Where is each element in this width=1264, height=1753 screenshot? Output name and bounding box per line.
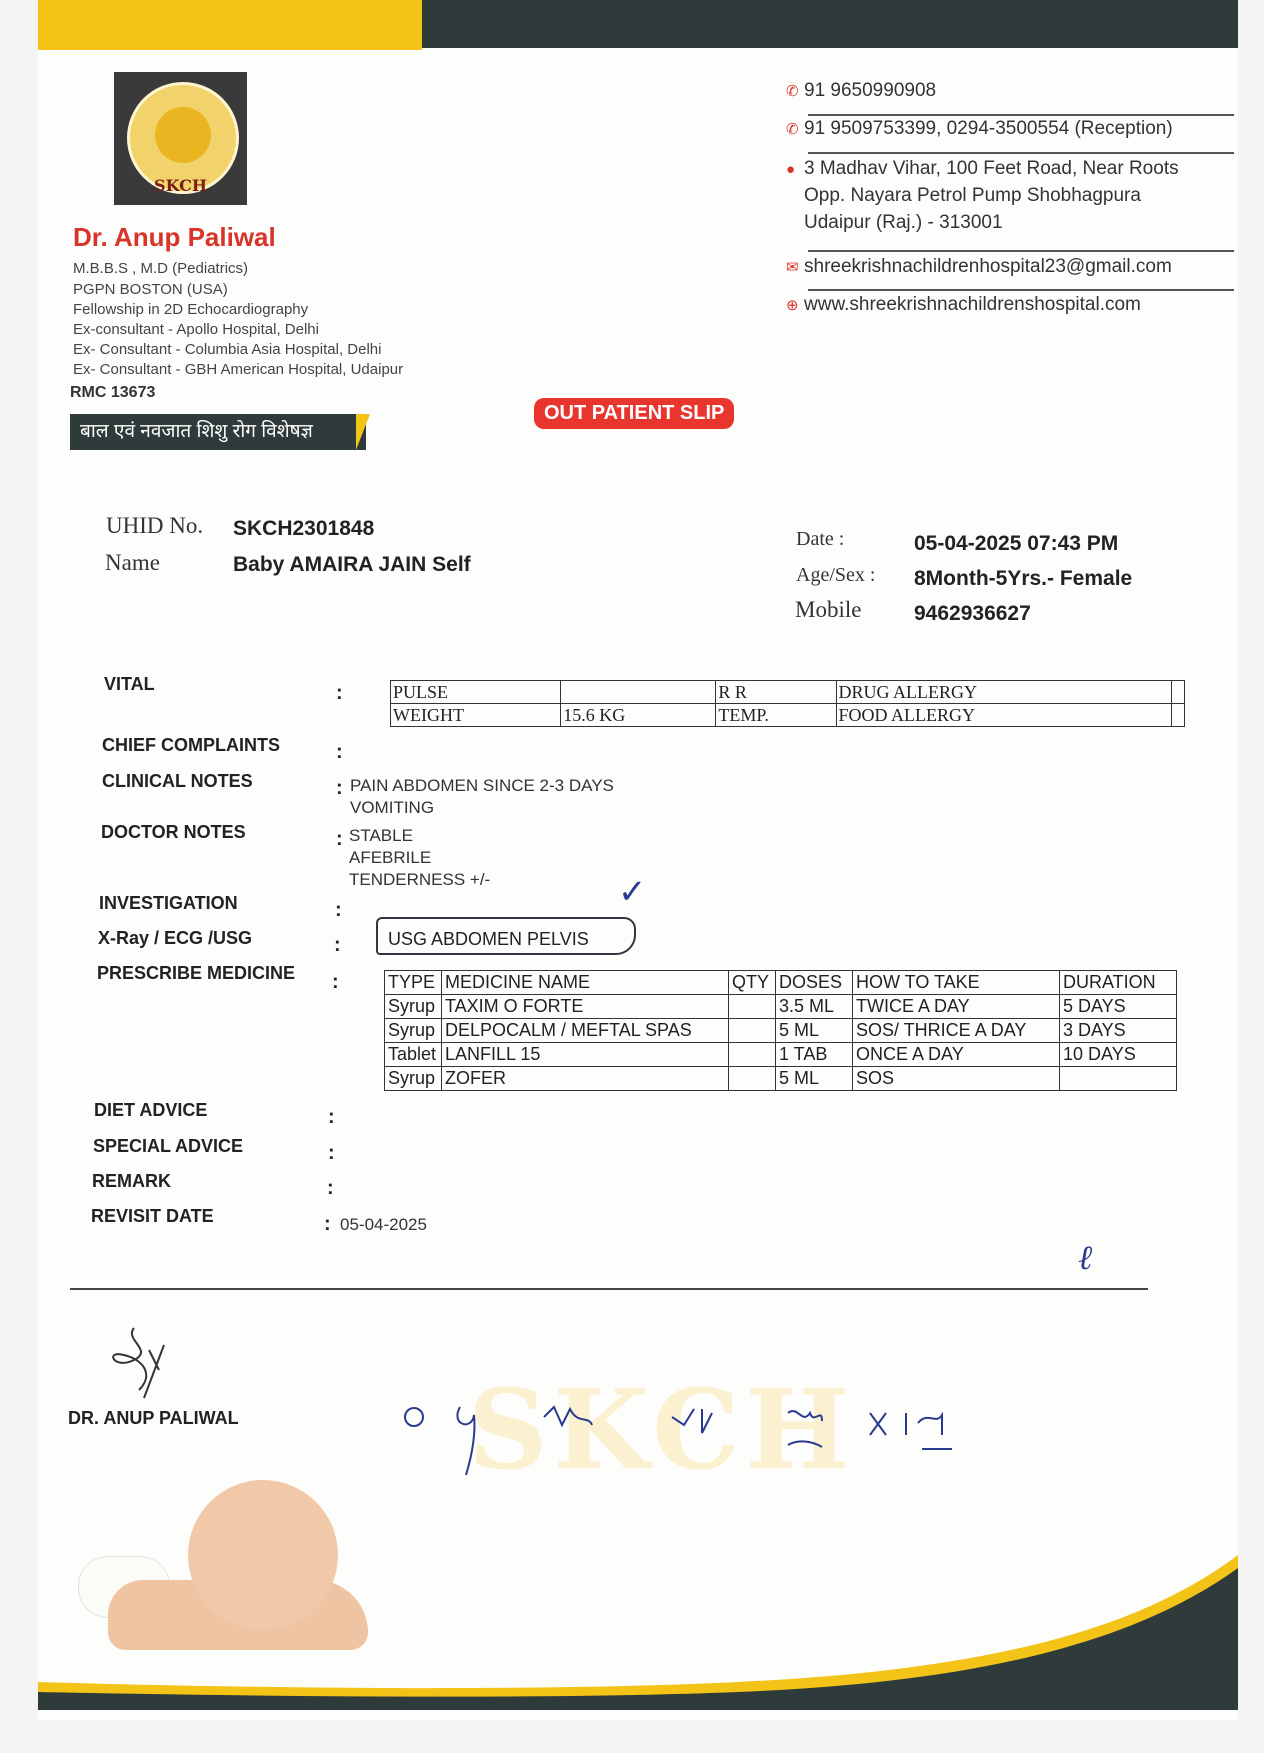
- drug-allergy-label: DRUG ALLERGY: [836, 681, 1171, 704]
- col-header: DOSES: [776, 971, 853, 995]
- drug-allergy-value: [1171, 681, 1184, 704]
- table-row: [391, 704, 1185, 727]
- colon: :: [328, 1142, 335, 1164]
- rmc-number: RMC 13673: [70, 384, 156, 401]
- cell-medicine: TAXIM O FORTE: [442, 995, 729, 1019]
- cell-duration: 10 DAYS: [1060, 1043, 1177, 1067]
- weight-value: 15.6 KG: [561, 704, 716, 727]
- peacock-icon: [155, 107, 211, 163]
- section-chief-complaints: CHIEF COMPLAINTS: [102, 735, 280, 755]
- cell-how: SOS/ THRICE A DAY: [853, 1019, 1060, 1043]
- uhid-label: UHID No.: [106, 513, 204, 538]
- rr-label: R R: [716, 681, 836, 704]
- handwritten-initial: ℓ: [1078, 1238, 1093, 1278]
- cell-type: Syrup: [385, 1019, 442, 1043]
- table-row: [385, 1067, 1177, 1091]
- colon: :: [336, 682, 343, 704]
- uhid-value: SKCH2301848: [233, 517, 375, 540]
- divider: [808, 250, 1234, 252]
- qualification-line: Fellowship in 2D Echocardiography: [73, 301, 309, 318]
- location-pin-icon: ●: [786, 161, 796, 178]
- specialty-banner: बाल एवं नवजात शिशु रोग विशेषज्ञ: [70, 414, 366, 450]
- doctor-signature: [94, 1320, 194, 1400]
- cell-doses: 5 ML: [776, 1067, 853, 1091]
- vitals-table: [390, 680, 1185, 727]
- date-label: Date :: [796, 528, 845, 550]
- food-allergy-value: [1171, 704, 1184, 727]
- watermark: SKCH: [468, 1365, 856, 1494]
- section-prescribe-medicine: PRESCRIBE MEDICINE: [97, 963, 296, 983]
- cell-type: Tablet: [385, 1043, 442, 1067]
- address: ● 3 Madhav Vihar, 100 Feet Road, Near Roots: [786, 158, 1179, 179]
- col-header: HOW TO TAKE: [853, 971, 1060, 995]
- revisit-date-value: 05-04-2025: [340, 1215, 427, 1234]
- table-row: [385, 995, 1177, 1019]
- cell-qty: [729, 995, 776, 1019]
- cell-duration: 5 DAYS: [1060, 995, 1177, 1019]
- colon: :: [334, 934, 341, 956]
- patient-name: Baby AMAIRA JAIN Self: [233, 553, 471, 576]
- cell-duration: 3 DAYS: [1060, 1019, 1177, 1043]
- age-sex: 8Month-5Yrs.- Female: [914, 567, 1133, 590]
- divider: [808, 289, 1234, 291]
- globe-icon: ⊕: [786, 297, 799, 314]
- address-line: Udaipur (Raj.) - 313001: [804, 212, 1003, 233]
- address-line: Opp. Nayara Petrol Pump Shobhagpura: [804, 185, 1141, 206]
- cell-duration: [1060, 1067, 1177, 1091]
- section-special-advice: SPECIAL ADVICE: [93, 1136, 244, 1156]
- cell-how: TWICE A DAY: [853, 995, 1060, 1019]
- banner-accent: [356, 414, 370, 450]
- phone-primary: ✆ 91 9650990908: [786, 80, 937, 101]
- colon: :: [336, 741, 343, 763]
- cell-doses: 3.5 ML: [776, 995, 853, 1019]
- xray-value: USG ABDOMEN PELVIS: [376, 917, 636, 955]
- phone-icon: ✆: [786, 83, 799, 100]
- table-row: [391, 681, 1185, 704]
- qualification-line: PGPN BOSTON (USA): [73, 281, 228, 298]
- qualification-line: Ex-consultant - Apollo Hospital, Delhi: [73, 321, 319, 338]
- hospital-logo: [114, 72, 247, 205]
- section-investigation: INVESTIGATION: [99, 893, 238, 913]
- section-diet-advice: DIET ADVICE: [94, 1100, 208, 1120]
- qualification-line: Ex- Consultant - GBH American Hospital, Udaipur: [73, 361, 404, 378]
- colon: :: [335, 899, 342, 921]
- phone-reception: ✆ 91 9509753399, 0294-3500554 (Reception): [786, 118, 1173, 139]
- table-row: [385, 1019, 1177, 1043]
- divider: [808, 152, 1234, 154]
- cell-qty: [729, 1067, 776, 1091]
- mail-icon: ✉: [786, 259, 799, 276]
- footer-divider: [70, 1288, 1148, 1290]
- colon: :: [336, 828, 343, 850]
- email: ✉ shreekrishnachildrenhospital23@gmail.com: [786, 256, 1172, 277]
- website: ⊕ www.shreekrishnachildrenshospital.com: [786, 294, 1141, 315]
- food-allergy-label: FOOD ALLERGY: [836, 704, 1171, 727]
- slip-title: OUT PATIENT SLIP: [534, 398, 734, 429]
- cell-type: Syrup: [385, 995, 442, 1019]
- cell-medicine: DELPOCALM / MEFTAL SPAS: [442, 1019, 729, 1043]
- colon: :: [324, 1213, 331, 1235]
- table-header-row: [385, 971, 1177, 995]
- name-label: Name: [105, 550, 160, 575]
- doctor-note: AFEBRILE: [349, 848, 432, 867]
- clinical-note: PAIN ABDOMEN SINCE 2-3 DAYS: [350, 776, 614, 795]
- top-band-accent: [38, 0, 422, 50]
- section-revisit-date: REVISIT DATE: [91, 1206, 214, 1226]
- temp-label: TEMP.: [716, 704, 836, 727]
- weight-label: WEIGHT: [391, 704, 561, 727]
- logo-text: SKCH: [154, 176, 207, 195]
- mobile-label: Mobile: [795, 597, 862, 622]
- cell-type: Syrup: [385, 1067, 442, 1091]
- medicine-table: [384, 970, 1177, 1091]
- cell-qty: [729, 1043, 776, 1067]
- col-header: DURATION: [1060, 971, 1177, 995]
- divider: [808, 114, 1234, 116]
- colon: :: [327, 1177, 334, 1199]
- col-header: MEDICINE NAME: [442, 971, 729, 995]
- cell-how: ONCE A DAY: [853, 1043, 1060, 1067]
- doctor-name: Dr. Anup Paliwal: [73, 222, 276, 252]
- col-header: QTY: [729, 971, 776, 995]
- doctor-signature-name: DR. ANUP PALIWAL: [68, 1408, 239, 1428]
- visit-date: 05-04-2025 07:43 PM: [914, 532, 1119, 555]
- cell-medicine: LANFILL 15: [442, 1043, 729, 1067]
- phone-icon: ✆: [786, 121, 799, 138]
- clinical-note: VOMITING: [350, 798, 435, 817]
- cell-doses: 1 TAB: [776, 1043, 853, 1067]
- doctor-note: STABLE: [349, 826, 413, 845]
- qualification-line: M.B.B.S , M.D (Pediatrics): [73, 260, 249, 277]
- section-doctor-notes: DOCTOR NOTES: [101, 822, 246, 842]
- prescription-page: [38, 0, 1238, 1720]
- colon: :: [332, 971, 339, 993]
- cell-how: SOS: [853, 1067, 1060, 1091]
- section-clinical-notes: CLINICAL NOTES: [102, 771, 253, 791]
- handwritten-tick: ✓: [618, 872, 647, 912]
- cell-qty: [729, 1019, 776, 1043]
- pulse-value: [561, 681, 716, 704]
- table-row: [385, 1043, 1177, 1067]
- baby-illustration: [188, 1480, 338, 1630]
- col-header: TYPE: [385, 971, 442, 995]
- colon: :: [336, 777, 343, 799]
- colon: :: [328, 1106, 335, 1128]
- section-xray: X-Ray / ECG /USG: [98, 928, 253, 948]
- agesex-label: Age/Sex :: [796, 564, 876, 586]
- qualification-line: Ex- Consultant - Columbia Asia Hospital, Delhi: [73, 341, 382, 358]
- section-remark: REMARK: [92, 1171, 171, 1191]
- mobile-number: 9462936627: [914, 602, 1031, 625]
- doctor-note: TENDERNESS +/-: [349, 870, 491, 889]
- cell-doses: 5 ML: [776, 1019, 853, 1043]
- pulse-label: PULSE: [391, 681, 561, 704]
- section-vital: VITAL: [104, 674, 155, 694]
- cell-medicine: ZOFER: [442, 1067, 729, 1091]
